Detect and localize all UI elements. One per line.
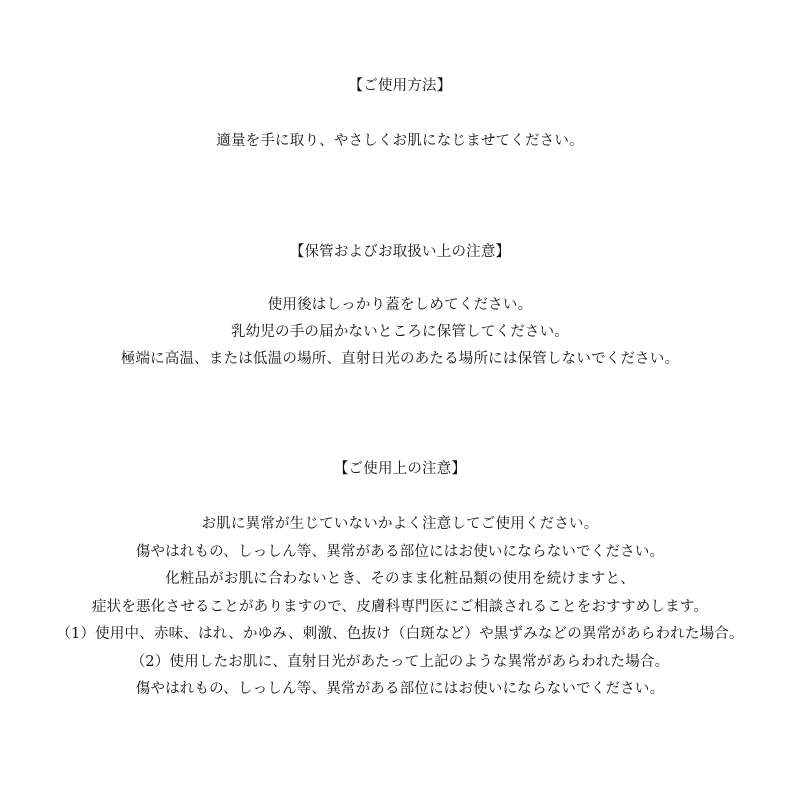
caution-line: 化粧品がお肌に合わないとき、そのまま化粧品類の使用を続けますと、 [165, 571, 635, 587]
storage-line: 極端に高温、または低温の場所、直射日光のあたる場所には保管しないでください。 [120, 351, 680, 367]
caution-line: （1）使用中、赤味、はれ、かゆみ、刺激、色抜け（白斑など）や黒ずみなどの異常があらわれた場合。 [56, 626, 744, 642]
caution-line: 傷やはれもの、しっしん等、異常がある部位にはお使いにならないでください。 [135, 681, 665, 697]
caution-line: 症状を悪化させることがありますので、皮膚科専門医にご相談されることをおすすめします。 [91, 599, 709, 615]
caution-line: 傷やはれもの、しっしん等、異常がある部位にはお使いにならないでください。 [135, 544, 665, 560]
usage-line: 適量を手に取り、やさしくお肌になじませてください。 [216, 133, 584, 149]
caution-line: お肌に異常が生じていないかよく注意してご使用ください。 [201, 516, 599, 532]
storage-heading: 【保管およびお取扱い上の注意】 [289, 244, 511, 260]
caution-heading: 【ご使用上の注意】 [333, 461, 467, 477]
usage-heading: 【ご使用方法】 [348, 78, 452, 94]
storage-line: 使用後はしっかり蓋をしめてください。 [267, 297, 533, 313]
storage-line: 乳幼児の手の届かないところに保管してください。 [230, 324, 570, 340]
caution-line: （2）使用したお肌に、直射日光があたって上記のような異常があらわれた場合。 [130, 654, 670, 670]
